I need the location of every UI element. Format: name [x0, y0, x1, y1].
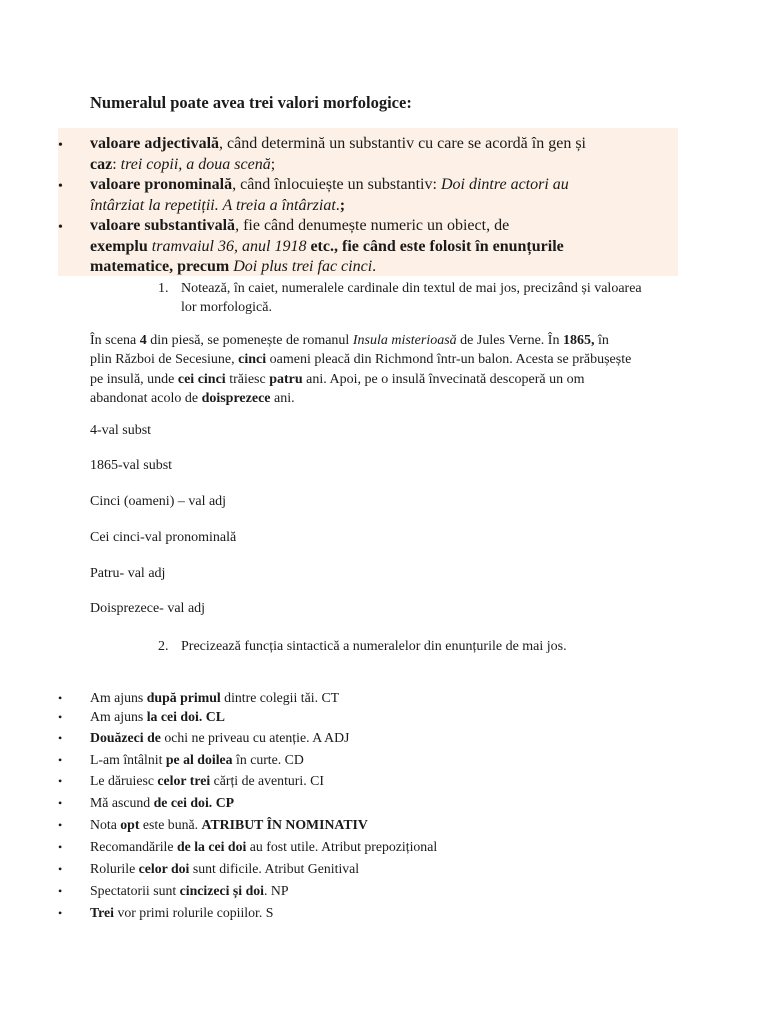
text-run: , când înlocuiește un substantiv:: [232, 176, 441, 193]
bullet: •: [58, 220, 63, 235]
text-run: Mă ascund: [90, 795, 154, 810]
text-run: din piesă, se pomenește de romanul: [146, 333, 353, 348]
sentence: [90, 795, 234, 811]
heading: Numeralul poate avea trei valori morfologice:: [90, 93, 412, 112]
bullet: •: [58, 796, 63, 810]
text-run: Rolurile: [90, 861, 139, 876]
text-run: ochi ne priveau cu atenție. A ADJ: [160, 730, 350, 745]
task-1-text: [181, 279, 678, 317]
bold-run: Douăzeci de: [90, 730, 161, 745]
task-1-line: Notează, în caiet, numeralele cardinale din textul de mai jos, precizând și valoarea: [181, 281, 642, 296]
text-run: cărți de aventuri. CI: [210, 773, 324, 788]
text-line: [90, 155, 678, 176]
text-line: [90, 389, 678, 408]
bold-run: etc., fie când este folosit în enunțurile: [310, 237, 564, 255]
italic-run: Doi plus trei fac cinci: [233, 258, 373, 275]
bullet: •: [58, 818, 63, 832]
text-line: [90, 350, 678, 369]
bold-run: patru: [269, 371, 303, 387]
bold-run: valoare adjectivală: [90, 135, 220, 152]
bullet: •: [58, 774, 63, 788]
text-run: Am ajuns: [90, 690, 147, 705]
bold-run: 1865,: [562, 333, 595, 348]
sentence: [90, 883, 289, 899]
bold-run: opt: [120, 817, 140, 832]
sentence: [90, 839, 437, 855]
text-line: [90, 134, 678, 155]
text-line: [90, 216, 678, 237]
text-run: au fost utile. Atribut prepozițional: [246, 839, 438, 854]
text-run: , fie când denumește numeric un obiect, de: [235, 217, 510, 234]
sentence: [90, 905, 273, 921]
task-2: [158, 637, 678, 657]
bold-run: pe al doilea: [165, 752, 233, 767]
bold-run: ;: [339, 196, 346, 214]
text-run: în: [594, 333, 609, 348]
task-2-number: 2.: [158, 639, 169, 654]
text-run: ani.: [270, 390, 295, 406]
value-substantival: [90, 216, 678, 278]
bold-run: exemplu: [90, 237, 152, 255]
text-run: este bună.: [139, 817, 202, 832]
text-run: în curte. CD: [232, 752, 304, 767]
sentences-list: [58, 690, 678, 930]
bold-run: după primul: [146, 690, 221, 705]
bold-run: doisprezece: [201, 390, 271, 406]
sentence: [90, 690, 339, 706]
task-1-line: lor morfologică.: [181, 300, 272, 315]
bullet: •: [58, 691, 63, 705]
text-run: abandonat acolo de: [90, 390, 202, 406]
text-line: [90, 257, 678, 278]
text-line: [90, 370, 678, 389]
answer-line: 4-val subst: [90, 423, 152, 438]
italic-run: tramvaiul 36, anul 1918: [151, 237, 311, 255]
text-run: L-am întâlnit: [90, 752, 166, 767]
bullet: •: [58, 840, 63, 854]
bullet: •: [58, 906, 63, 920]
answer-line: Cinci (oameni) – val adj: [90, 494, 227, 509]
text-run: . NP: [263, 883, 289, 898]
text-run: sunt dificile. Atribut Genitival: [189, 861, 360, 876]
sentence: [90, 709, 225, 725]
answer-line: Patru- val adj: [90, 566, 166, 581]
text-run: Recomandările: [90, 839, 177, 854]
italic-run: trei copii, a doua scenă: [120, 155, 271, 173]
bullet: •: [58, 753, 63, 767]
bold-run: la cei doi. CL: [146, 709, 225, 724]
text-run: Spectatorii sunt: [90, 883, 180, 898]
sentence: [90, 861, 359, 877]
text-run: :: [112, 155, 121, 173]
sentence: [90, 817, 368, 833]
bold-run: de cei doi. CP: [153, 795, 235, 810]
sentence: [90, 752, 304, 768]
bullet: •: [58, 710, 63, 724]
sentence: [90, 730, 349, 746]
task-2-text: Precizează funcția sintactică a numeralelor din enunțurile de mai jos.: [181, 639, 567, 654]
bold-run: valoare pronominală: [90, 176, 233, 193]
italic-run: Doi dintre actori au: [440, 176, 569, 193]
bold-run: cinci: [238, 352, 267, 368]
text-run: Nota: [90, 817, 121, 832]
passage: [90, 331, 678, 408]
text-line: [90, 196, 678, 217]
bold-run: celor trei: [157, 773, 211, 788]
text-run: ;: [270, 155, 276, 173]
answer-line: Cei cinci-val pronominală: [90, 530, 237, 545]
bullet: •: [58, 179, 63, 194]
text-run: .: [335, 196, 340, 214]
answer-line: 1865-val subst: [90, 458, 173, 473]
text-run: .: [372, 258, 377, 275]
value-adjectival: [90, 134, 678, 175]
text-run: În scena: [90, 333, 140, 348]
text-line: [90, 331, 678, 350]
text-run: ani. Apoi, pe o insulă învecinată descoperă un om: [302, 371, 585, 387]
text-line: [90, 237, 678, 258]
bold-run: cincizeci și doi: [179, 883, 264, 898]
text-run: oameni pleacă din Richmond într-un balon. Acesta se prăbușește: [266, 352, 632, 368]
bold-run: valoare substantivală: [90, 217, 236, 234]
italic-run: Insula misterioasă: [352, 333, 457, 348]
bold-run: caz: [90, 155, 113, 173]
text-run: trăiesc: [225, 371, 270, 387]
bold-run: cei cinci: [177, 371, 226, 387]
bullet: •: [58, 731, 63, 745]
answer-line: Doisprezece- val adj: [90, 601, 206, 616]
text-run: pe insulă, unde: [90, 371, 178, 387]
text-run: vor primi rolurile copiilor. S: [114, 905, 274, 920]
bold-run: celor doi: [138, 861, 190, 876]
value-pronominal: [90, 175, 678, 216]
bold-run: de la cei doi: [176, 839, 247, 854]
bullet: •: [58, 138, 63, 153]
bullet: •: [58, 862, 63, 876]
task-1: [158, 279, 678, 319]
bold-run: matematice, precum: [90, 258, 234, 275]
italic-run: întârziat la repetiții. A treia a întârziat: [90, 196, 336, 214]
text-run: Am ajuns: [90, 709, 147, 724]
task-1-number: 1.: [158, 281, 169, 296]
sentence: [90, 773, 324, 789]
text-run: , când determină un substantiv cu care se acordă în gen și: [219, 135, 586, 152]
text-run: plin Război de Secesiune,: [90, 352, 239, 368]
text-run: Le dăruiesc: [90, 773, 158, 788]
bold-run: Trei: [90, 905, 115, 920]
bold-run: 4: [139, 333, 147, 348]
values-list: [58, 128, 678, 276]
bold-run: ATRIBUT ÎN NOMINATIV: [201, 817, 368, 832]
text-line: [90, 175, 678, 196]
bullet: •: [58, 884, 63, 898]
text-run: de Jules Verne. În: [456, 333, 563, 348]
text-run: dintre colegii tăi. CT: [220, 690, 340, 705]
